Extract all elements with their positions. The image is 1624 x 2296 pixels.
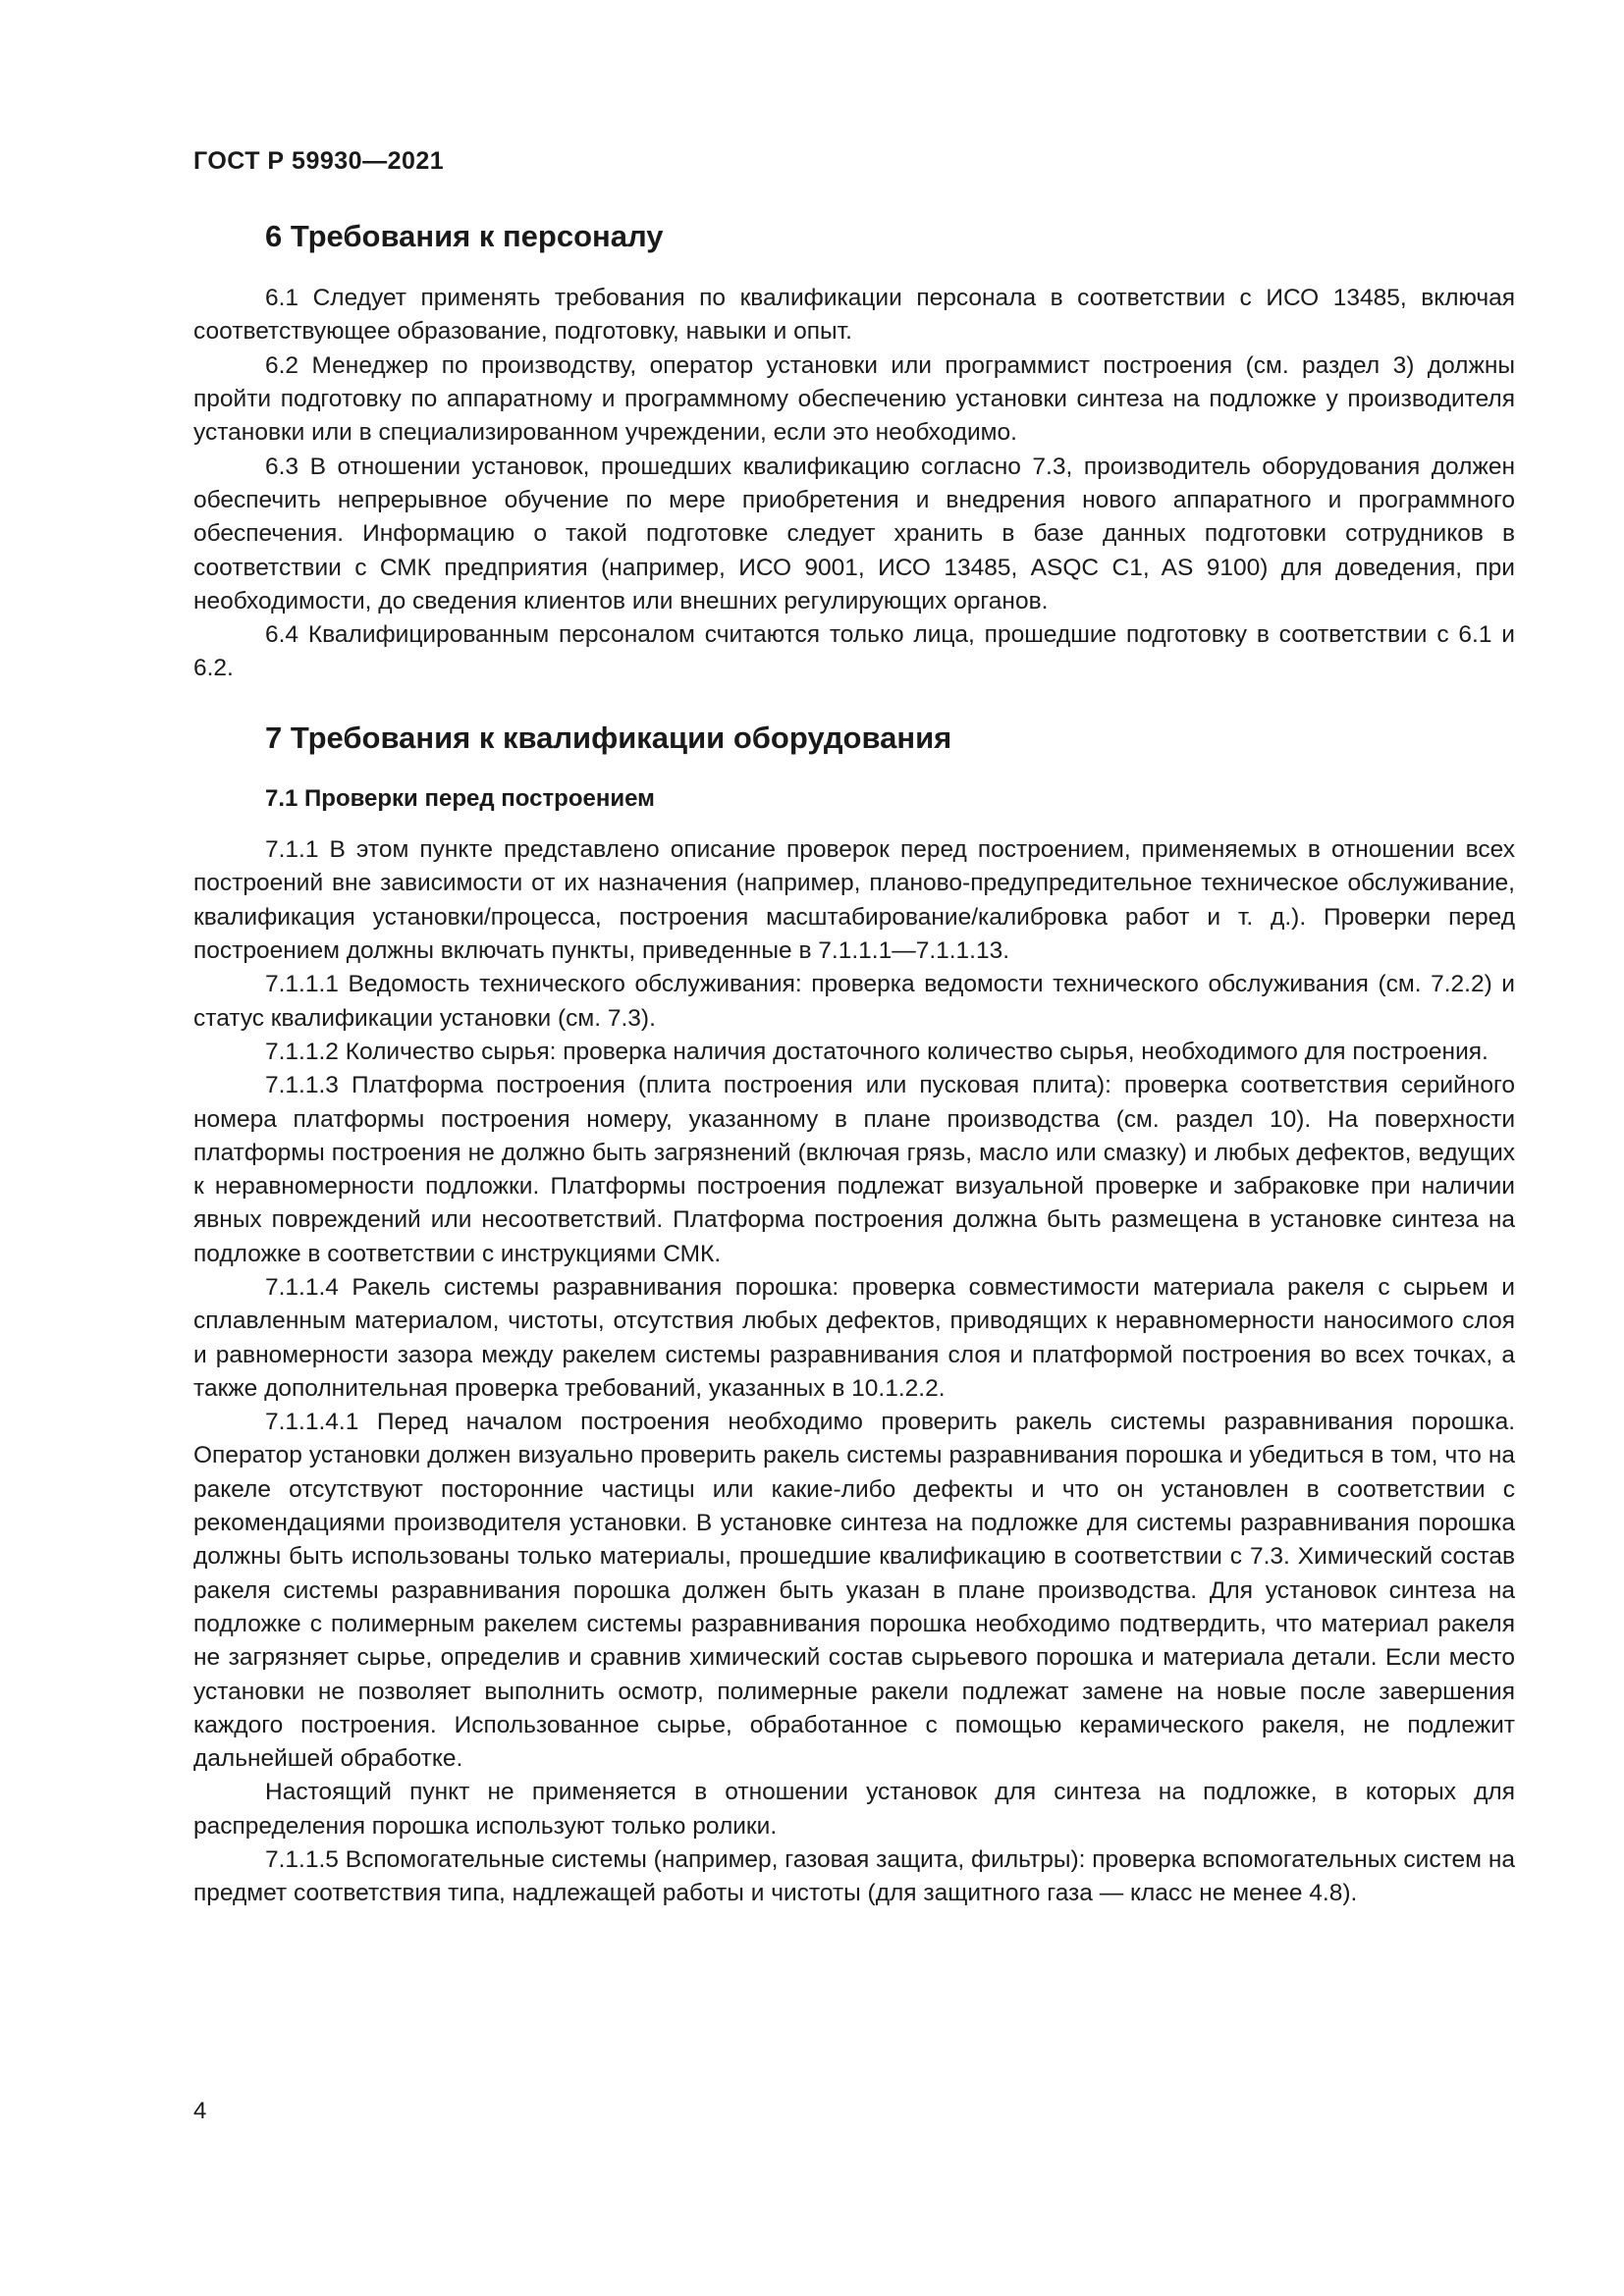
paragraph-7-1-1: 7.1.1 В этом пункте представлено описание проверок перед построением, применяемых в отношении всех построений вне зависимости от их назначения (например, планово-предупредительное техническое обслуживание, квалификация установки/процесса, построения масштабирование/калибровка работ и т. д.). Проверки перед построением должны включать пункты, приведенные в 7.1.1.1—7.1.1.13. [193, 836, 1515, 965]
paragraph-7-1-1-3: 7.1.1.3 Платформа построения (плита построения или пусковая плита): проверка соответствия серийного номера платформы построения номеру, указанному в плане производства (см. раздел 10). На поверхности платформы построения не должно быть загрязнений (включая грязь, масло или смазку) и любых дефектов, ведущих к неравномерности подложки. Платформы построения подлежат визуальной проверке и забраковке при наличии явных повреждений или несоответствий. Платформа построения должна быть размещена в установке синтеза на подложке в соответствии с инструкциями СМК. [193, 1072, 1515, 1267]
subsection-7-1-title: 7.1 Проверки перед построением [265, 784, 655, 812]
page-number: 4 [193, 2098, 207, 2124]
paragraph-7-1-1-5: 7.1.1.5 Вспомогательные системы (например, газовая защита, фильтры): проверка вспомогательных систем на предмет соответствия типа, надлежащей работы и чистоты (для защитного газа — класс не менее 4.8). [193, 1846, 1515, 1907]
paragraph-7-1-1-2: 7.1.1.2 Количество сырья: проверка наличия достаточного количество сырья, необходимого для построения. [265, 1038, 1489, 1065]
section-7-title: 7 Требования к квалификации оборудования [265, 720, 952, 755]
paragraph-7-1-1-4-1: 7.1.1.4.1 Перед началом построения необходимо проверить ракель системы разравнивания порошка. Оператор установки должен визуально проверить ракель системы разравнивания порошка и убедиться в том, что на ракеле отсутствуют посторонние частицы или какие-либо дефекты и что он установлен в соответствии с рекомендациями производителя установки. В установке синтеза на подложке для системы разравнивания порошка должны быть использованы только материалы, прошедшие квалификацию в соответствии с 7.3. Химический состав ракеля системы разравнивания порошка должен быть указан в плане производства. Для установок синтеза на подложке с полимерным ракелем системы разравнивания порошка необходимо подтвердить, что материал ракеля не загрязняет сырье, определив и сравнив химический состав сырьевого порошка и материала детали. Если место установки не позволяет выполнить осмотр, полимерные ракели подлежат замене на новые после завершения каждого построения. Использованное сырье, обработанное с помощью керамического ракеля, не подлежит дальнейшей обработке. [193, 1409, 1515, 1773]
paragraph-note-rollers: Настоящий пункт не применяется в отношении установок для синтеза на подложке, в которых для распределения порошка используют только ролики. [193, 1779, 1515, 1840]
document-header: ГОСТ Р 59930—2021 [193, 147, 445, 175]
paragraph-6-1: 6.1 Следует применять требования по квалификации персонала в соответствии с ИСО 13485, включая соответствующее образование, подготовку, навыки и опыт. [193, 285, 1515, 346]
paragraph-6-4: 6.4 Квалифицированным персоналом считаются только лица, прошедшие подготовку в соответствии с 6.1 и 6.2. [193, 621, 1515, 682]
section-6-title: 6 Требования к персоналу [265, 219, 664, 253]
paragraph-7-1-1-4: 7.1.1.4 Ракель системы разравнивания порошка: проверка совместимости материала ракеля с сырьем и сплавленным материалом, чистоты, отсутствия любых дефектов, приводящих к неравномерности наносимого слоя и равномерности зазора между ракелем системы разравнивания слоя и платформой построения во всех точках, а также дополнительная проверка требований, указанных в 10.1.2.2. [193, 1273, 1515, 1402]
document-body [193, 218, 1515, 1911]
paragraph-6-3: 6.3 В отношении установок, прошедших квалификацию согласно 7.3, производитель оборудования должен обеспечить непрерывное обучение по мере приобретения и внедрения нового аппаратного и программного обеспечения. Информацию о такой подготовке следует хранить в базе данных подготовки сотрудников в соответствии с СМК предприятия (например, ИСО 9001, ИСО 13485, ASQC C1, AS 9100) для доведения, при необходимости, до сведения клиентов или внешних регулирующих органов. [193, 453, 1515, 614]
paragraph-6-2: 6.2 Менеджер по производству, оператор установки или программист построения (см. раздел 3) должны пройти подготовку по аппаратному и программному обеспечению установки синтеза на подложке у производителя установки или в специализированном учреждении, если это необходимо. [193, 351, 1515, 447]
paragraph-7-1-1-1: 7.1.1.1 Ведомость технического обслуживания: проверка ведомости технического обслуживания (см. 7.2.2) и статус квалификации установки (см. 7.3). [193, 971, 1515, 1032]
